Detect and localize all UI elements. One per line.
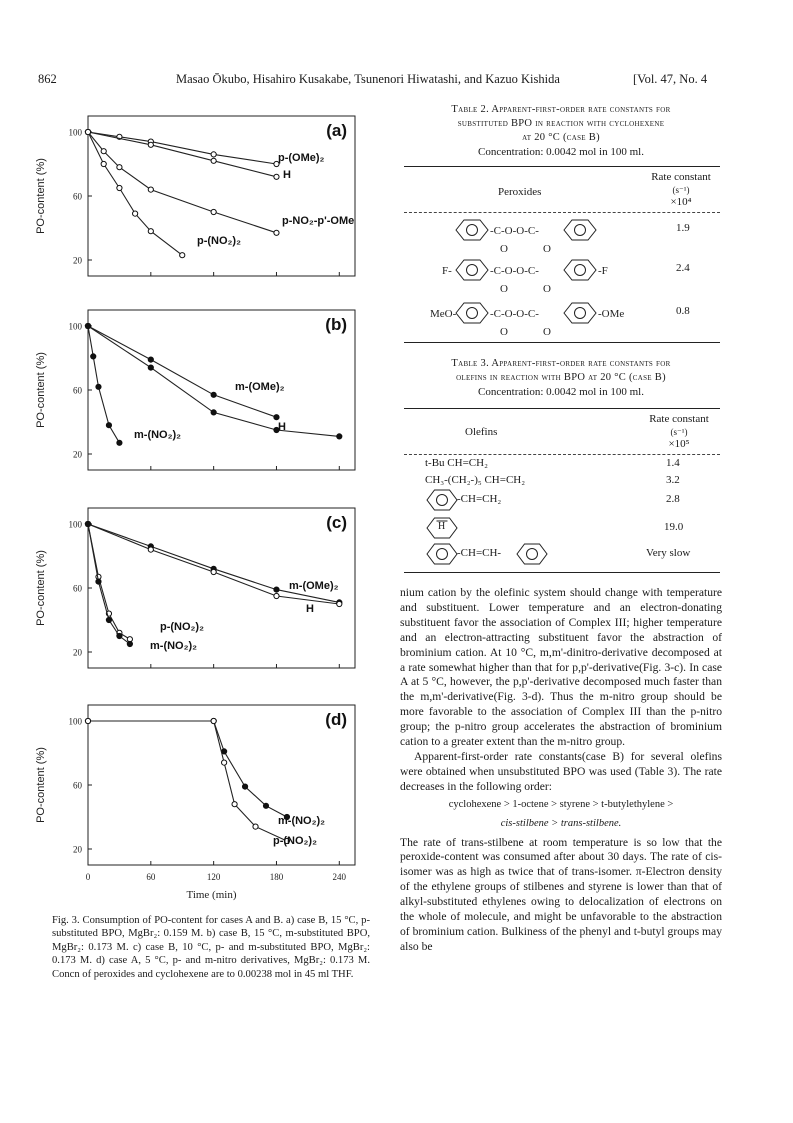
y-tick-label: 100 bbox=[68, 519, 82, 530]
series-label: H bbox=[283, 169, 291, 181]
table2-col1-header: Peroxides bbox=[498, 186, 542, 198]
series-line bbox=[88, 721, 287, 817]
table3-title-line1: Table 3. Apparent-first-order rate constants for bbox=[451, 358, 671, 369]
data-point bbox=[101, 161, 106, 166]
data-point bbox=[148, 187, 153, 192]
series-label: p-NO₂-p'-OMe bbox=[282, 215, 355, 227]
table3-col2-header bbox=[636, 413, 722, 451]
table3-header-rule bbox=[404, 454, 720, 455]
order-line-2: cis-stilbene > trans-stilbene. bbox=[500, 817, 622, 829]
peroxide-bridge: -C-O-O-C- bbox=[490, 308, 539, 320]
data-point bbox=[337, 601, 342, 606]
panel-label: (c) bbox=[326, 513, 347, 532]
data-point bbox=[91, 354, 96, 359]
x-tick-label: 60 bbox=[146, 872, 156, 882]
chart-b-svg bbox=[20, 302, 365, 472]
benzene-ring-icon bbox=[456, 303, 488, 323]
table2-row bbox=[410, 220, 720, 256]
body-text bbox=[400, 586, 722, 955]
data-point bbox=[211, 569, 216, 574]
benzene-ring-icon bbox=[517, 544, 547, 564]
peroxide-structure bbox=[410, 260, 650, 296]
table3-row-value: 19.0 bbox=[664, 521, 684, 533]
carbonyl-oxygen: O bbox=[500, 283, 508, 295]
data-point bbox=[85, 521, 90, 526]
table3-col1-header: Olefins bbox=[465, 426, 498, 438]
panel-label: (b) bbox=[325, 315, 347, 334]
table2-row bbox=[410, 260, 720, 296]
data-point bbox=[242, 784, 247, 789]
series-line bbox=[88, 132, 276, 164]
y-tick-label: 20 bbox=[73, 647, 82, 658]
carbonyl-oxygen: O bbox=[500, 243, 508, 255]
peroxide-structure bbox=[410, 220, 650, 256]
data-point bbox=[117, 185, 122, 190]
chart-a-svg bbox=[20, 108, 365, 278]
peroxide-bridge: -C-O-O-C- bbox=[490, 265, 539, 277]
series-label: p-(OMe)₂ bbox=[278, 152, 325, 164]
y-tick-label: 100 bbox=[68, 321, 82, 332]
carbonyl-oxygen: O bbox=[500, 326, 508, 338]
benzene-ring-icon bbox=[564, 220, 596, 240]
table2-rate-value: 0.8 bbox=[676, 305, 690, 317]
series-line bbox=[88, 326, 276, 417]
data-point bbox=[253, 824, 258, 829]
series-label: m-(NO₂)₂ bbox=[150, 640, 198, 652]
y-axis-label: PO-content (%) bbox=[35, 352, 47, 428]
data-point bbox=[274, 415, 279, 420]
data-point bbox=[117, 633, 122, 638]
table2-row bbox=[410, 303, 720, 339]
peroxide-bridge: -C-O-O-C- bbox=[490, 225, 539, 237]
table3-row-olefin: CH₃-(CH₂-)₅ CH=CH₂ bbox=[425, 474, 526, 486]
series-label: m-(OMe)₂ bbox=[235, 381, 285, 393]
y-tick-label: 20 bbox=[73, 255, 82, 266]
table3-col2-line1: Rate constant bbox=[649, 413, 709, 425]
table3-row-olefin: t-Bu CH=CH₂ bbox=[425, 457, 488, 469]
data-point bbox=[274, 593, 279, 598]
data-point bbox=[96, 579, 101, 584]
figure-3a bbox=[20, 108, 365, 278]
paragraph-3: The rate of trans-stilbene at room temperature is so low that the peroxide-content was consumed after about 30 days. The rate of cis-isomer was as high as twice that of trans-isomer. π-Electron density of the ethylene groups of stilbenes and styrene is lower than that of alkyl-substituted ethylenes owing to delocalization of electrons on the whole of molecule, and might be unfavorable to the abstraction of brominium cation. Bulkiness of the phenyl and t-butyl groups may also be bbox=[400, 835, 722, 953]
benzene-ring-icon bbox=[456, 260, 488, 280]
series-label: m-(OMe)₂ bbox=[289, 580, 339, 592]
data-point bbox=[274, 174, 279, 179]
series-line bbox=[88, 524, 130, 644]
table3-row-value: Very slow bbox=[646, 547, 691, 559]
x-tick-label: 120 bbox=[206, 872, 221, 882]
data-point bbox=[106, 423, 111, 428]
running-journal: [Vol. 47, No. 4 bbox=[633, 72, 708, 86]
series-line bbox=[88, 721, 287, 841]
figure-3b bbox=[20, 302, 365, 472]
substituent-left: MeO- bbox=[430, 308, 457, 320]
data-point bbox=[222, 760, 227, 765]
carbonyl-oxygen: O bbox=[543, 243, 551, 255]
table2-bottom-rule bbox=[404, 342, 720, 343]
carbonyl-oxygen: O bbox=[543, 326, 551, 338]
data-point bbox=[211, 209, 216, 214]
table3-col2-line2: (s⁻¹) bbox=[670, 426, 688, 437]
substituent-right: -F bbox=[598, 265, 608, 277]
table3-concentration: Concentration: 0.0042 mol in 100 ml. bbox=[478, 386, 644, 398]
paragraph-1: nium cation by the olefinic system should change with temperature and substituent. Lower temperature and an electron-donating substituent favor the association of Complex III; higher temperature and an electron-attracting substituent favor the abstraction of brominium cation. At 10 °C, m,m'-dinitro-derivative decomposed at a rate somewhat higher than that for p,p'-derivative(Fig. 3-c). In case A at 5 °C, however, the p,p'-derivative decomposed much faster than the m,m'-derivative(Fig. 3-d). Thus the m-nitro group should be more favorable to the association of Complex III than the p-nitro group; the p-nitro group accelerates the abstraction of brominium cation to a greater extent than the m-nitro group. bbox=[400, 586, 722, 749]
benzene-ring-icon bbox=[564, 303, 596, 323]
y-tick-label: 100 bbox=[68, 127, 82, 138]
table3-title-line2: olefins in reaction with BPO at 20 °C (case B) bbox=[456, 372, 666, 383]
y-axis-label: PO-content (%) bbox=[35, 158, 47, 234]
figure-caption: Fig. 3. Consumption of PO-content for cases A and B. a) case B, 15 °C, p-substituted BPO, MgBr₂: 0.159 M. b) case B, 15 °C, m-substituted BPO, MgBr₂: 0.173 M. c) case B, 10 °C, p- and m-substituted BPO, MgBr₂: 0.173 M. d) case A, 5 °C, p- and m-nitro derivatives, MgBr₂: 0.173 M. Concn of peroxides and cyclohexene are to 0.00238 mol in 45 ml THF. bbox=[52, 915, 370, 980]
data-point bbox=[117, 440, 122, 445]
data-point bbox=[127, 641, 132, 646]
table2-title-line3: at 20 °C (case B) bbox=[522, 132, 600, 143]
series-label: p-(NO₂)₂ bbox=[273, 835, 317, 847]
data-point bbox=[211, 392, 216, 397]
table2-col2-line1: Rate constant bbox=[651, 171, 711, 183]
x-tick-label: 240 bbox=[332, 872, 347, 882]
data-point bbox=[85, 718, 90, 723]
table2-rate-value: 2.4 bbox=[676, 262, 690, 274]
table2-col2-header bbox=[640, 171, 722, 209]
data-point bbox=[106, 617, 111, 622]
y-tick-label: 20 bbox=[73, 844, 82, 855]
substituent-left: F- bbox=[442, 265, 452, 277]
panel-label: (a) bbox=[326, 121, 347, 140]
y-tick-label: 60 bbox=[73, 385, 82, 396]
y-tick-label: 60 bbox=[73, 583, 82, 594]
x-tick-label: 0 bbox=[85, 872, 91, 882]
table2-col2-line2: (s⁻¹) bbox=[672, 184, 690, 195]
table3-row-olefin: -CH=CH₂ bbox=[457, 493, 502, 505]
substituent-right: -OMe bbox=[598, 308, 625, 320]
table3-row-olefin: -CH=CH- bbox=[457, 547, 502, 559]
series-label: H bbox=[306, 603, 314, 615]
table3-row-value: 3.2 bbox=[666, 474, 680, 486]
plot-frame bbox=[88, 310, 355, 470]
table3-row-value: 2.8 bbox=[666, 493, 680, 505]
data-point bbox=[85, 129, 90, 134]
y-tick-label: 100 bbox=[68, 716, 82, 727]
data-point bbox=[96, 384, 101, 389]
data-point bbox=[180, 253, 185, 258]
x-tick-label: 180 bbox=[269, 872, 284, 882]
peroxide-structure bbox=[410, 303, 650, 339]
table3-bottom-rule bbox=[404, 572, 720, 573]
table2-rate-value: 1.9 bbox=[676, 222, 690, 234]
data-point bbox=[274, 230, 279, 235]
table2-title bbox=[400, 103, 722, 159]
chart-d-svg bbox=[20, 697, 365, 902]
data-point bbox=[148, 357, 153, 362]
y-axis-label: PO-content (%) bbox=[35, 747, 47, 823]
table3-row-olefin: H bbox=[438, 521, 446, 532]
data-point bbox=[148, 365, 153, 370]
data-point bbox=[148, 229, 153, 234]
series-line bbox=[88, 524, 339, 604]
figure-3c bbox=[20, 500, 365, 670]
data-point bbox=[337, 434, 342, 439]
carbonyl-oxygen: O bbox=[543, 283, 551, 295]
data-point bbox=[232, 802, 237, 807]
series-label: H bbox=[278, 421, 286, 433]
series-line bbox=[88, 132, 276, 177]
y-tick-label: 60 bbox=[73, 191, 82, 202]
data-point bbox=[274, 587, 279, 592]
table3-col2-line3: ×10⁵ bbox=[668, 438, 690, 450]
benzene-ring-icon bbox=[564, 260, 596, 280]
chart-c-svg bbox=[20, 500, 365, 670]
data-point bbox=[101, 149, 106, 154]
series-label: m-(NO₂)₂ bbox=[134, 429, 182, 441]
benzene-ring-icon bbox=[456, 220, 488, 240]
benzene-ring-icon bbox=[427, 544, 457, 564]
table3-row-value: 1.4 bbox=[666, 457, 680, 469]
table3-top-rule bbox=[404, 408, 720, 409]
data-point bbox=[148, 142, 153, 147]
data-point bbox=[211, 158, 216, 163]
y-tick-label: 60 bbox=[73, 780, 82, 791]
data-point bbox=[263, 803, 268, 808]
table2-concentration: Concentration: 0.0042 mol in 100 ml. bbox=[478, 146, 644, 158]
data-point bbox=[117, 165, 122, 170]
benzene-ring-icon bbox=[427, 490, 457, 510]
order-line-1: cyclohexene > 1-octene > styrene > t-butylethylene > bbox=[448, 798, 674, 810]
series-label: m-(NO₂)₂ bbox=[278, 815, 326, 827]
series-line bbox=[88, 326, 339, 436]
data-point bbox=[211, 718, 216, 723]
data-point bbox=[211, 410, 216, 415]
data-point bbox=[148, 547, 153, 552]
figure-3d bbox=[20, 697, 365, 902]
paragraph-2: Apparent-first-order rate constants(case B) for several olefins were obtained when unsubstituted BPO was used (Table 3). The rate decreases in the following order: bbox=[400, 749, 722, 793]
page-number: 862 bbox=[38, 72, 57, 86]
table2-top-rule bbox=[404, 166, 720, 167]
data-point bbox=[211, 152, 216, 157]
panel-label: (d) bbox=[325, 710, 347, 729]
table3-title bbox=[400, 357, 722, 399]
series-label: p-(NO₂)₂ bbox=[197, 235, 241, 247]
series-label: p-(NO₂)₂ bbox=[160, 621, 204, 633]
table2-col2-line3: ×10⁴ bbox=[670, 196, 692, 208]
table2-title-line1: Table 2. Apparent-first-order rate constants for bbox=[451, 104, 671, 115]
table2-title-line2: substituted BPO in reaction with cyclohexene bbox=[457, 118, 665, 129]
y-axis-label: PO-content (%) bbox=[35, 550, 47, 626]
running-authors: Masao Ōkubo, Hisahiro Kusakabe, Tsunenori Hiwatashi, and Kazuo Kishida bbox=[176, 72, 560, 86]
data-point bbox=[85, 323, 90, 328]
x-axis-title: Time (min) bbox=[186, 889, 237, 901]
y-tick-label: 20 bbox=[73, 449, 82, 460]
table2-header-rule bbox=[404, 212, 720, 213]
data-point bbox=[133, 211, 138, 216]
